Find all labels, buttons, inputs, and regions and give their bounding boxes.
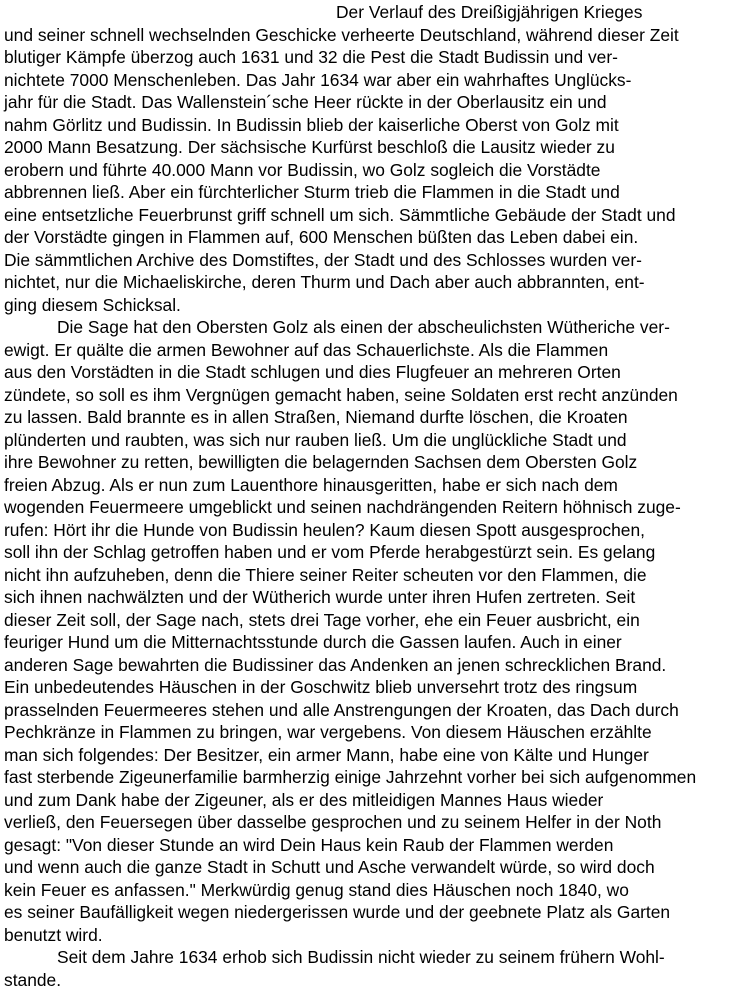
text-line: benutzt wird.	[4, 924, 746, 947]
text-line: fast sterbende Zigeunerfamilie barmherzig einige Jahrzehnt vorher bei sich aufgenommen	[4, 766, 746, 789]
text-line: Die Sage hat den Obersten Golz als einen der abscheulichsten Wütheriche ver-	[4, 316, 746, 339]
chapter-heading-line: Der Verlauf des Dreißigjährigen Krieges	[4, 1, 746, 24]
text-line: nahm Görlitz und Budissin. In Budissin blieb der kaiserliche Oberst von Golz mit	[4, 114, 746, 137]
text-line: es seiner Baufälligkeit wegen niedergerissen wurde und der geebnete Platz als Garten	[4, 901, 746, 924]
text-line: erobern und führte 40.000 Mann vor Budissin, wo Golz sogleich die Vorstädte	[4, 159, 746, 182]
text-line: eine entsetzliche Feuerbrunst griff schnell um sich. Sämmtliche Gebäude der Stadt und	[4, 204, 746, 227]
text-line: und seiner schnell wechselnden Geschicke verheerte Deutschland, während dieser Zeit	[4, 24, 746, 47]
text-line: und zum Dank habe der Zigeuner, als er des mitleidigen Mannes Haus wieder	[4, 789, 746, 812]
text-line: Ein unbedeutendes Häuschen in der Goschwitz blieb unversehrt trotz des ringsum	[4, 676, 746, 699]
text-line: Seit dem Jahre 1634 erhob sich Budissin nicht wieder zu seinem frühern Wohl-	[4, 946, 746, 969]
text-line: nichtet, nur die Michaeliskirche, deren Thurm und Dach aber auch abbrannten, ent-	[4, 271, 746, 294]
text-line: plünderten und raubten, was sich nur rauben ließ. Um die unglückliche Stadt und	[4, 429, 746, 452]
text-line: ewigt. Er quälte die armen Bewohner auf das Schauerlichste. Als die Flammen	[4, 339, 746, 362]
text-line: nichtete 7000 Menschenleben. Das Jahr 1634 war aber ein wahrhaftes Unglücks-	[4, 69, 746, 92]
text-line: ihre Bewohner zu retten, bewilligten die belagernden Sachsen dem Obersten Golz	[4, 451, 746, 474]
text-line: Pechkränze in Flammen zu bringen, war vergebens. Von diesem Häuschen erzählte	[4, 721, 746, 744]
text-line: anderen Sage bewahrten die Budissiner das Andenken an jenen schrecklichen Brand.	[4, 654, 746, 677]
text-line: feuriger Hund um die Mitternachtsstunde durch die Gassen laufen. Auch in einer	[4, 631, 746, 654]
text-line: 2000 Mann Besatzung. Der sächsische Kurfürst beschloß die Lausitz wieder zu	[4, 136, 746, 159]
text-line: stande.	[4, 969, 746, 991]
text-line: Die sämmtlichen Archive des Domstiftes, der Stadt und des Schlosses wurden ver-	[4, 249, 746, 272]
text-line: wogenden Feuermeere umgeblickt und seinen nachdrängenden Reitern höhnisch zuge-	[4, 496, 746, 519]
text-line: jahr für die Stadt. Das Wallenstein´sche Heer rückte in der Oberlausitz ein und	[4, 91, 746, 114]
text-line: dieser Zeit soll, der Sage nach, stets drei Tage vorher, ehe ein Feuer ausbricht, ein	[4, 609, 746, 632]
text-line: kein Feuer es anfassen." Merkwürdig genug stand dies Häuschen noch 1840, wo	[4, 879, 746, 902]
text-line: prasselnden Feuermeeres stehen und alle Anstrengungen der Kroaten, das Dach durch	[4, 699, 746, 722]
document-text	[4, 1, 746, 991]
text-line: gesagt: "Von dieser Stunde an wird Dein Haus kein Raub der Flammen werden	[4, 834, 746, 857]
text-line: nicht ihn aufzuheben, denn die Thiere seiner Reiter scheuten vor den Flammen, die	[4, 564, 746, 587]
text-line: abbrennen ließ. Aber ein fürchterlicher Sturm trieb die Flammen in die Stadt und	[4, 181, 746, 204]
text-line: ging diesem Schicksal.	[4, 294, 746, 317]
text-line: freien Abzug. Als er nun zum Lauenthore hinausgeritten, habe er sich nach dem	[4, 474, 746, 497]
text-line: aus den Vorstädten in die Stadt schlugen und dies Flugfeuer an mehreren Orten	[4, 361, 746, 384]
text-line: soll ihn der Schlag getroffen haben und er vom Pferde herabgestürzt sein. Es gelang	[4, 541, 746, 564]
text-line: zu lassen. Bald brannte es in allen Straßen, Niemand durfte löschen, die Kroaten	[4, 406, 746, 429]
text-line: und wenn auch die ganze Stadt in Schutt und Asche verwandelt würde, so wird doch	[4, 856, 746, 879]
text-line: rufen: Hört ihr die Hunde von Budissin heulen? Kaum diesen Spott ausgesprochen,	[4, 519, 746, 542]
text-line: sich ihnen nachwälzten und der Wütherich wurde unter ihren Hufen zertreten. Seit	[4, 586, 746, 609]
text-line: verließ, den Feuersegen über dasselbe gesprochen und zu seinem Helfer in der Noth	[4, 811, 746, 834]
text-line: blutiger Kämpfe überzog auch 1631 und 32 die Pest die Stadt Budissin und ver-	[4, 46, 746, 69]
text-line: der Vorstädte gingen in Flammen auf, 600 Menschen büßten das Leben dabei ein.	[4, 226, 746, 249]
text-line: zündete, so soll es ihm Vergnügen gemacht haben, seine Soldaten erst recht anzünden	[4, 384, 746, 407]
text-line: man sich folgendes: Der Besitzer, ein armer Mann, habe eine von Kälte und Hunger	[4, 744, 746, 767]
